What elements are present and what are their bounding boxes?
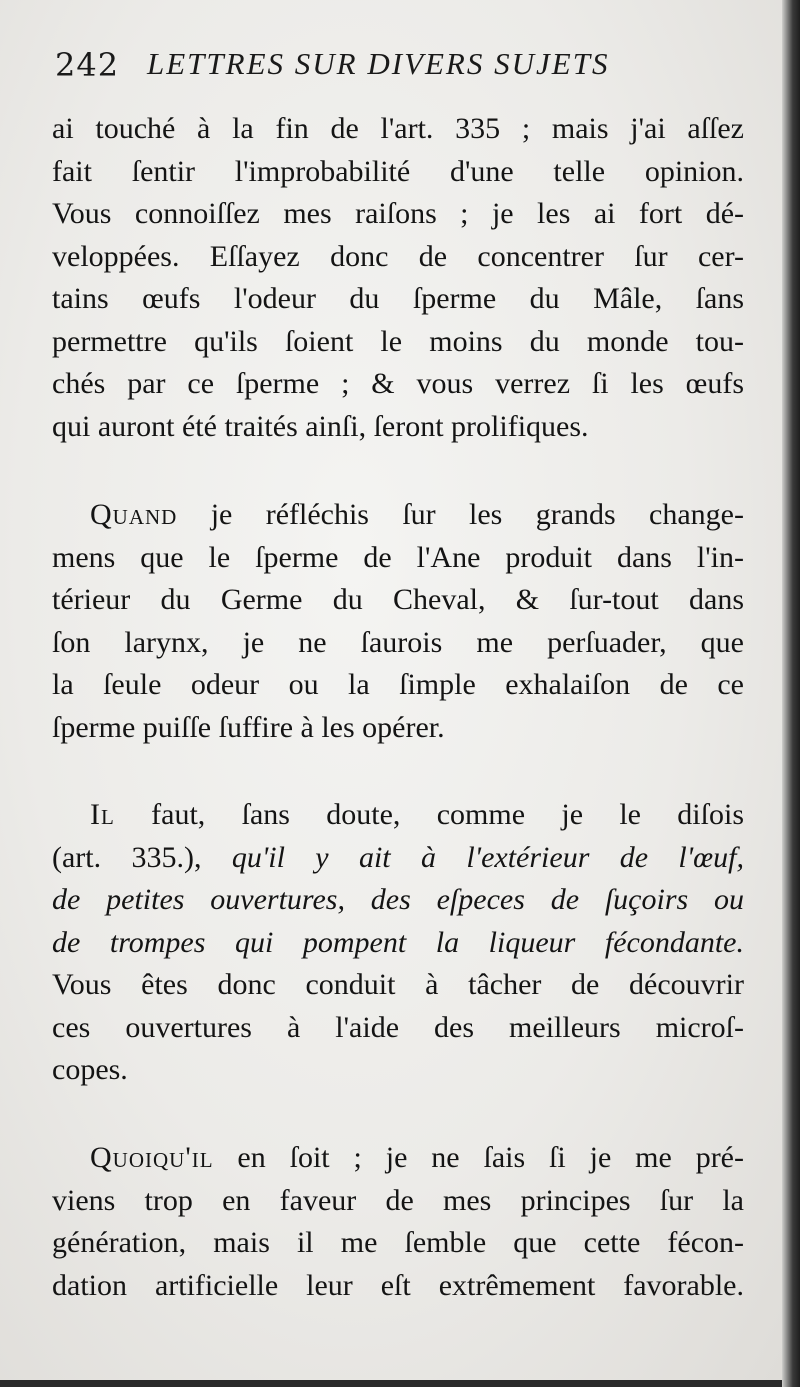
paragraph-lead: Quoiqu'il <box>90 1141 214 1174</box>
text-line <box>52 837 744 880</box>
text-line <box>52 494 744 537</box>
paragraph-1 <box>52 108 744 448</box>
text-line: génération, mais il me ſemble que cette fécon- <box>52 1226 744 1259</box>
text-line: permettre qu'ils ſoient le moins du monde tou- <box>52 324 744 358</box>
text-line: Vous êtes donc conduit à tâcher de découvrir <box>52 968 744 1001</box>
text-line: veloppées. Eſſayez donc de concentrer ſur cer- <box>52 239 744 273</box>
italic-line: de petites ouvertures, des eſpeces de ſuçoirs ou <box>52 883 744 916</box>
text-fragment: je réfléchis ſur les grands change- <box>177 498 744 531</box>
paragraph-4 <box>52 1137 744 1307</box>
text-line: qui auront été traités ainſi, ſeront prolifiques. <box>52 409 589 443</box>
text-line: térieur du Germe du Cheval, & ſur-tout dans <box>52 583 744 616</box>
text-line: la ſeule odeur ou la ſimple exhalaiſon de ce <box>52 668 744 701</box>
text-line <box>52 1137 744 1180</box>
text-line: ai touché à la fin de l'art. 335 ; mais j'ai aſſez <box>52 112 744 145</box>
running-title: LETTRES SUR DIVERS SUJETS <box>147 46 610 81</box>
paragraph-2 <box>52 494 744 749</box>
text-fragment: en ſoit ; je ne ſais ſi je me pré- <box>213 1141 744 1174</box>
page-header <box>55 42 755 90</box>
text-fragment: (art. 335.), <box>52 840 232 874</box>
text-line: mens que le ſperme de l'Ane produit dans l'in- <box>52 540 744 574</box>
text-line: copes. <box>52 1053 128 1086</box>
text-fragment: faut, ſans doute, comme je le diſois <box>114 798 744 831</box>
text-line: tains œufs l'odeur du ſperme du Mâle, ſans <box>52 282 744 315</box>
italic-line: de trompes qui pompent la liqueur fécondante. <box>52 925 744 959</box>
text-line: viens trop en faveur de mes principes ſur la <box>52 1183 744 1217</box>
page-number: 242 <box>55 46 120 84</box>
text-line: chés par ce ſperme ; & vous verrez ſi les œufs <box>52 367 744 400</box>
text-line: ſperme puiſſe ſuffire à les opérer. <box>52 710 445 744</box>
page-edge-shadow <box>782 0 800 1387</box>
italic-fragment: qu'il y ait à l'extérieur de l'œuf, <box>231 840 744 874</box>
text-line <box>52 794 744 837</box>
text-line: ces ouvertures à l'aide des meilleurs microſ- <box>52 1010 744 1044</box>
paragraph-3 <box>52 794 744 1092</box>
paragraph-lead: Il <box>90 798 115 831</box>
text-line: fait ſentir l'improbabilité d'une telle opinion. <box>52 154 744 188</box>
text-line: ſon larynx, je ne ſaurois me perſuader, que <box>52 625 744 659</box>
paragraph-lead: Quand <box>90 498 178 531</box>
text-line: Vous connoiſſez mes raiſons ; je les ai fort dé- <box>52 197 744 230</box>
text-line: dation artificielle leur eſt extrêmement favorable. <box>52 1268 744 1302</box>
